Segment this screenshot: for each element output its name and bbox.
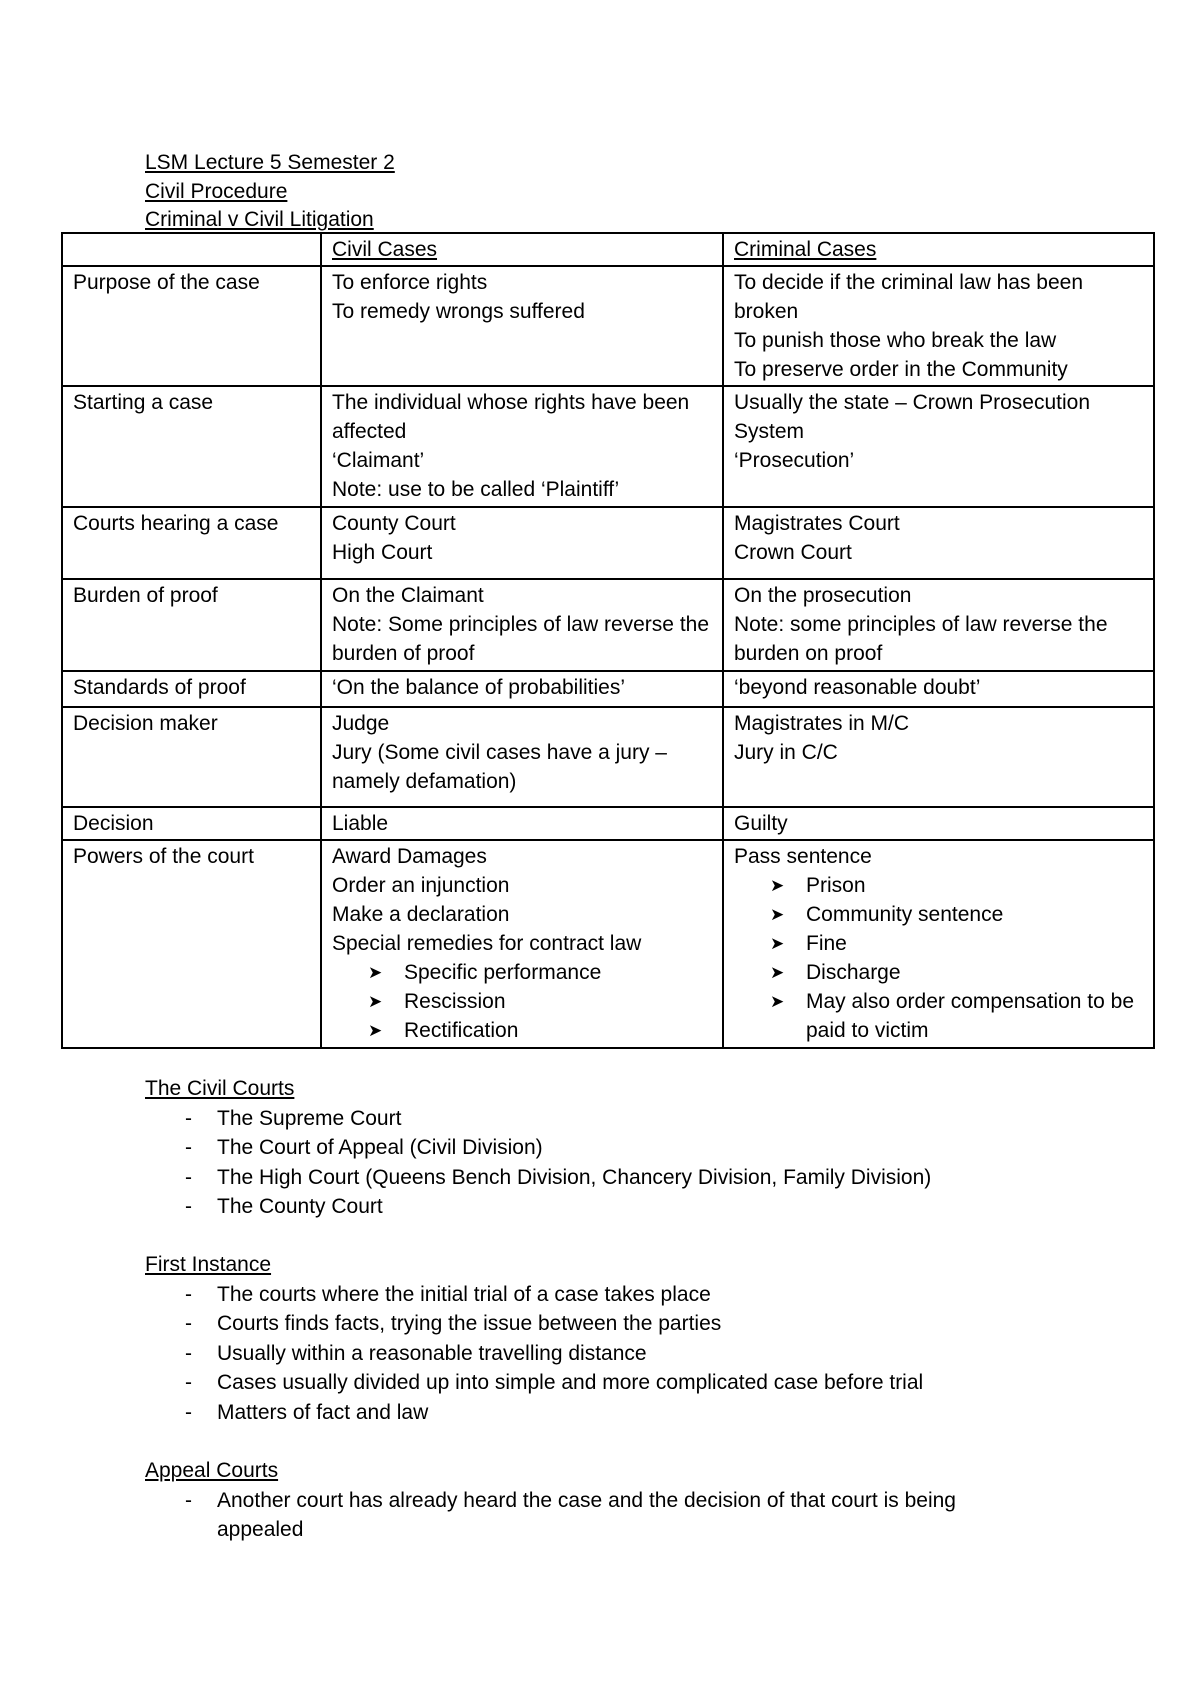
- header-cell-criminal: [723, 233, 1154, 266]
- appeal-courts-section: [145, 1456, 1025, 1545]
- cell-line: Magistrates Court: [734, 512, 900, 535]
- cell-line: To remedy wrongs suffered: [332, 300, 585, 323]
- arrow-bullet-icon: ➤: [770, 876, 785, 895]
- row-label: Decision maker: [62, 707, 321, 807]
- cell-line: Crown Court: [734, 541, 852, 564]
- list-item: - The Court of Appeal (Civil Division): [145, 1133, 1105, 1163]
- cell-line: Jury (Some civil cases have a jury – namely defamation): [332, 741, 667, 793]
- arrow-bullet-icon: ➤: [770, 905, 785, 924]
- civil-courts-section: [145, 1074, 1105, 1222]
- cell-line: ‘On the balance of probabilities’: [332, 676, 626, 699]
- list-item: ➤ May also order compensation to be paid to victim: [770, 987, 1143, 1045]
- criminal-cell: [723, 386, 1154, 507]
- list-item: - Another court has already heard the case and the decision of that court is being appealed: [145, 1486, 1025, 1545]
- list-item: - Courts finds facts, trying the issue between the parties: [145, 1309, 1105, 1339]
- criminal-sentences-list: [734, 871, 1143, 1045]
- dash-bullet-icon: -: [185, 1371, 192, 1394]
- list-item: ➤ Discharge: [770, 958, 1143, 987]
- cell-line: Order an injunction: [332, 874, 510, 897]
- cell-line: Special remedies for contract law: [332, 932, 642, 955]
- list-item: ➤ Specific performance: [368, 958, 712, 987]
- dash-bullet-icon: -: [185, 1341, 192, 1365]
- list-item: - The High Court (Queens Bench Division, Chancery Division, Family Division): [145, 1163, 1105, 1193]
- dash-bullet-icon: -: [185, 1165, 192, 1189]
- section-heading: First Instance: [145, 1253, 272, 1276]
- cell-line: Judge: [332, 712, 390, 735]
- list-item: - Cases usually divided up into simple and more complicated case before trial: [145, 1368, 1105, 1398]
- cell-line: Pass sentence: [734, 845, 872, 868]
- cell-line: To decide if the criminal law has been broken: [734, 271, 1084, 323]
- criminal-cell: [723, 671, 1154, 707]
- cell-line: On the prosecution: [734, 584, 912, 607]
- list-item: - The Supreme Court: [145, 1104, 1105, 1134]
- list-item: ➤ Rescission: [368, 987, 712, 1016]
- cell-line: ‘beyond reasonable doubt’: [734, 676, 981, 699]
- criminal-cases-header: Criminal Cases: [734, 238, 877, 261]
- cell-line: ‘Claimant’: [332, 449, 425, 472]
- cell-line: Guilty: [734, 812, 788, 835]
- criminal-cell: [723, 266, 1154, 386]
- arrow-bullet-icon: ➤: [368, 963, 383, 982]
- table-row: [62, 386, 1154, 507]
- table-row: [62, 579, 1154, 671]
- criminal-cell: [723, 707, 1154, 807]
- section-heading: Appeal Courts: [145, 1459, 279, 1482]
- table-row: [62, 807, 1154, 840]
- header-cell-empty: [62, 233, 321, 266]
- cell-line: On the Claimant: [332, 584, 484, 607]
- cell-line: Award Damages: [332, 845, 487, 868]
- cell-line: Note: use to be called ‘Plaintiff’: [332, 478, 620, 501]
- table-row: [62, 266, 1154, 386]
- list-item: - The courts where the initial trial of a case takes place: [145, 1280, 1105, 1310]
- arrow-bullet-icon: ➤: [770, 992, 785, 1011]
- cell-line: Note: Some principles of law reverse the burden of proof: [332, 613, 710, 665]
- cell-line: Magistrates in M/C: [734, 712, 910, 735]
- list-item: - The County Court: [145, 1192, 1105, 1222]
- row-label: Courts hearing a case: [62, 507, 321, 579]
- cell-line: To preserve order in the Community: [734, 358, 1068, 381]
- civil-remedies-list: [332, 958, 712, 1045]
- dash-bullet-icon: -: [185, 1195, 192, 1218]
- cell-line: Liable: [332, 812, 389, 835]
- arrow-bullet-icon: ➤: [368, 992, 383, 1011]
- civil-cell: [321, 807, 723, 840]
- dash-bullet-icon: -: [185, 1488, 192, 1512]
- civil-cell: [321, 671, 723, 707]
- table-row: [62, 507, 1154, 579]
- dash-bullet-icon: -: [185, 1312, 192, 1335]
- cell-line: Make a declaration: [332, 903, 510, 926]
- first-instance-section: [145, 1250, 1105, 1427]
- civil-cell: [321, 707, 723, 807]
- list-item: - Usually within a reasonable travelling distance: [145, 1339, 1105, 1369]
- civil-cell: [321, 579, 723, 671]
- table-caption: Criminal v Civil Litigation: [145, 208, 374, 231]
- document-title: LSM Lecture 5 Semester 2: [145, 151, 395, 174]
- table-row: [62, 707, 1154, 807]
- header-cell-civil: [321, 233, 723, 266]
- dash-bullet-icon: -: [185, 1136, 192, 1159]
- cell-line: The individual whose rights have been affected: [332, 391, 690, 443]
- row-label: Burden of proof: [62, 579, 321, 671]
- arrow-bullet-icon: ➤: [368, 1021, 383, 1040]
- list-item: ➤ Fine: [770, 929, 1143, 958]
- table-row: [62, 671, 1154, 707]
- cell-line: To punish those who break the law: [734, 329, 1057, 352]
- list-item: - Matters of fact and law: [145, 1398, 1105, 1428]
- arrow-bullet-icon: ➤: [770, 934, 785, 953]
- row-label: Standards of proof: [62, 671, 321, 707]
- row-label: Powers of the court: [62, 840, 321, 1048]
- list-item: ➤ Rectification: [368, 1016, 712, 1045]
- row-label: Purpose of the case: [62, 266, 321, 386]
- section-heading: The Civil Courts: [145, 1077, 295, 1100]
- civil-cases-header: Civil Cases: [332, 238, 438, 261]
- list-item: ➤ Community sentence: [770, 900, 1143, 929]
- civil-cell: [321, 507, 723, 579]
- row-label: Decision: [62, 807, 321, 840]
- criminal-cell: [723, 807, 1154, 840]
- criminal-cell: [723, 507, 1154, 579]
- table-row: [62, 840, 1154, 1048]
- criminal-cell: [723, 840, 1154, 1048]
- arrow-bullet-icon: ➤: [770, 963, 785, 982]
- dash-bullet-icon: -: [185, 1400, 192, 1424]
- document-subtitle: Civil Procedure: [145, 180, 288, 203]
- cell-line: Jury in C/C: [734, 741, 838, 764]
- cell-line: Usually the state – Crown Prosecution System: [734, 391, 1091, 443]
- cell-line: County Court: [332, 512, 456, 535]
- table-header-row: [62, 233, 1154, 266]
- civil-cell: [321, 840, 723, 1048]
- criminal-cell: [723, 579, 1154, 671]
- civil-cell: [321, 266, 723, 386]
- dash-bullet-icon: -: [185, 1106, 192, 1130]
- dash-bullet-icon: -: [185, 1282, 192, 1306]
- row-label: Starting a case: [62, 386, 321, 507]
- cell-line: To enforce rights: [332, 271, 488, 294]
- comparison-table: [61, 232, 1155, 1049]
- civil-cell: [321, 386, 723, 507]
- cell-line: ‘Prosecution’: [734, 449, 855, 472]
- cell-line: High Court: [332, 541, 433, 564]
- list-item: ➤ Prison: [770, 871, 1143, 900]
- cell-line: Note: some principles of law reverse the burden on proof: [734, 613, 1108, 665]
